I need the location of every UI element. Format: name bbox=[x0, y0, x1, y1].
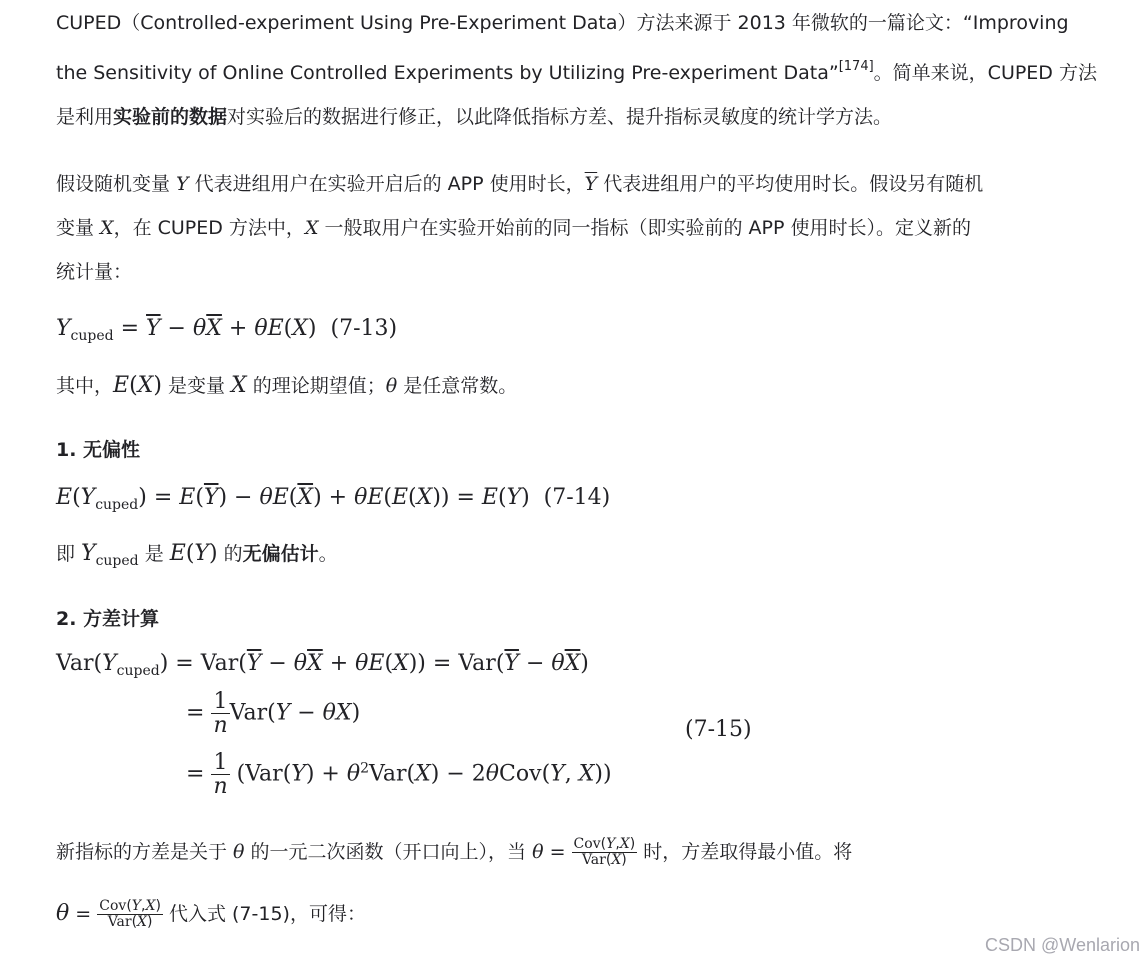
equation-7-14: $E(Y_{cuped}) = E(\overline{Y}) - \theta E(\overline{X}) + \theta E(E(X)) = E(Y)$ (7-14) bbox=[56, 485, 611, 513]
equation-7-13: $Y_{cuped} = \overline{Y} - \theta\overline{X} + \theta E(X)$ (7-13) bbox=[56, 316, 398, 344]
emphasis-pre-experiment-data: 实验前的数据 bbox=[113, 106, 228, 128]
equation-label: (7-13) bbox=[330, 316, 398, 341]
note-15: 新指标的方差是关于 θ 的一元二次函数（开口向上），当 θ = $\frac{\text{Cov(Y,X)}}{\text{Var(X)}}$ 时，方差取得最小值。将 bbox=[56, 836, 853, 868]
citation-ref[interactable]: [174] bbox=[838, 59, 874, 74]
equation-label: (7-15) bbox=[685, 717, 752, 742]
intro-line-1: CUPED（Controlled-experiment Using Pre-Experiment Data）方法来源于 2013 年微软的一篇论文：“Improving bbox=[56, 12, 1069, 34]
note-13: 其中，E(X) 是变量 X 的理论期望值；θ 是任意常数。 bbox=[56, 373, 518, 398]
intro-paragraph bbox=[56, 1, 1131, 139]
section-heading-variance: 2. 方差计算 bbox=[56, 608, 160, 630]
emphasis-unbiased-estimate: 无偏估计 bbox=[242, 543, 319, 565]
equation-label: (7-14) bbox=[543, 485, 611, 510]
intro-line-2: the Sensitivity of Online Controlled Experiments by Utilizing Pre-experiment Data”[174]。简单来说，CUPED 方法 bbox=[56, 59, 1097, 84]
definition-paragraph: 假设随机变量 Y 代表进组用户在实验开启后的 APP 使用时长，$\overline{Y}$ 代表进组用户的平均使用时长。假设另有随机 变量 X，在 CUPED 方法中，X 一般取用户在实验开始前的同一指标（即实验前的 APP 使用时长）。定义新的 统计量： bbox=[56, 173, 984, 283]
intro-line-3: 是利用实验前的数据对实验后的数据进行修正，以此降低指标方差、提升指标灵敏度的统计学方法。 bbox=[56, 106, 893, 128]
watermark: CSDN @Wenlarion bbox=[985, 935, 1140, 955]
section-heading-unbiasedness: 1. 无偏性 bbox=[56, 439, 141, 461]
note-15-continued: θ = $\frac{\text{Cov(Y,X)}}{\text{Var(X)}}$ 代入式 (7-15)，可得： bbox=[56, 898, 366, 930]
note-14: 即 $Y_{cuped}$ 是 E(Y) 的无偏估计。 bbox=[56, 541, 338, 569]
